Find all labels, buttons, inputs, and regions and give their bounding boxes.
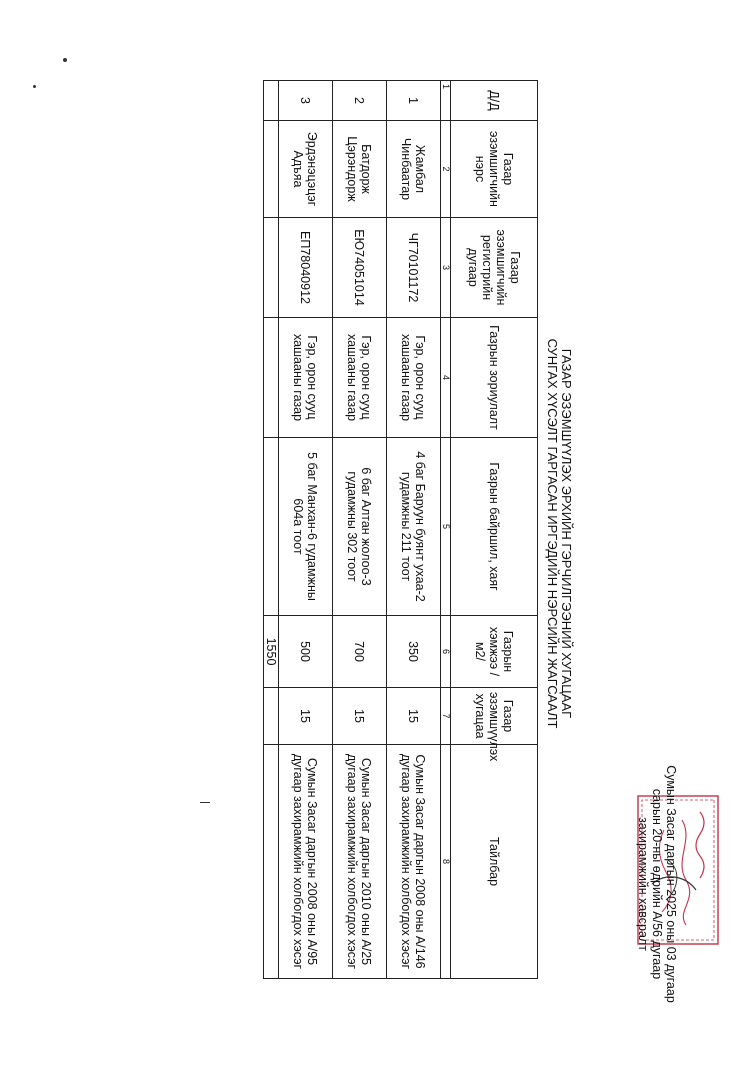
- header-note: Тайлбар: [451, 745, 538, 979]
- column-number: 4: [441, 318, 451, 438]
- table-row: [279, 81, 333, 979]
- column-number: 2: [441, 121, 451, 218]
- cell-note: Сумын Засаг даргын 2008 оны А/95 дугаар захирамжийн холбогдох хэсэг: [279, 745, 333, 979]
- document-title-line-1: ГАЗАР ЭЗЭМШҮҮЛЭХ ЭРХИЙН ГЭРЧИЛГЭЭНИЙ ХУГАЦААГ: [559, 348, 574, 719]
- total-empty: [264, 438, 279, 616]
- cell-note: Сумын Засаг даргын 2008 оны А/146 дугаар захирамжийн холбогдох хэсэг: [387, 745, 441, 979]
- cell-name: Жамбал Чинбаатар: [387, 121, 441, 218]
- cell-no: 2: [333, 81, 387, 121]
- column-number: 3: [441, 218, 451, 318]
- header-purpose: Газрын зориулалт: [451, 318, 538, 438]
- column-number: 8: [441, 745, 451, 979]
- total-row: [264, 81, 279, 979]
- cell-location: 4 баг Баруун буянт ухаа-2 гудамжны 211 тоот: [387, 438, 441, 616]
- header-name: Газар эзэмшигчийн нэрс: [451, 121, 538, 218]
- cell-purpose: Гэр, орон сууц хашааны газар: [387, 318, 441, 438]
- cell-term: 15: [279, 688, 333, 745]
- cell-register: ЧГ70101172: [387, 218, 441, 318]
- column-number: 7: [441, 688, 451, 745]
- column-number: 6: [441, 616, 451, 688]
- header-register: Газар эзэмшигчийн регистрийн дугаар: [451, 218, 538, 318]
- cell-name: Эрдэнэцэцэг Адъяа: [279, 121, 333, 218]
- scan-speck: [63, 58, 67, 62]
- cell-term: 15: [387, 688, 441, 745]
- cell-purpose: Гэр, орон сууц хашааны газар: [333, 318, 387, 438]
- total-empty: [264, 81, 279, 121]
- cell-register: ЕЮ74051014: [333, 218, 387, 318]
- cell-location: 5 баг Манхан-6 гудамжны 604а тоот: [279, 438, 333, 616]
- column-number: 1: [441, 81, 451, 121]
- land-holders-table: [263, 80, 538, 979]
- cell-area: 500: [279, 616, 333, 688]
- column-number: 5: [441, 438, 451, 616]
- total-empty: [264, 688, 279, 745]
- cell-note: Сумын Засаг даргын 2010 оны А/25 дугаар захирамжийн холбогдох хэсэг: [333, 745, 387, 979]
- total-empty: [264, 121, 279, 218]
- header-area: Газрын хэмжээ / м2/: [451, 616, 538, 688]
- header-location: Газрын байршил, хаяг: [451, 438, 538, 616]
- cell-location: 6 баг Алтан жолоо-3 гудамжны 302 тоот: [333, 438, 387, 616]
- total-area: 1550: [264, 616, 279, 688]
- table-row: [333, 81, 387, 979]
- total-empty: [264, 745, 279, 979]
- cell-register: ЕП78040912: [279, 218, 333, 318]
- cell-name: Батдорж Цэрэндорж: [333, 121, 387, 218]
- cell-area: 700: [333, 616, 387, 688]
- table-row: [387, 81, 441, 979]
- pen-mark: [200, 802, 210, 803]
- total-empty: [264, 218, 279, 318]
- approval-line-2: сарын 20-ны өдрийн А/56 дугаар: [650, 788, 664, 980]
- total-empty: [264, 318, 279, 438]
- approval-line-3: захирамжийн хавсралт: [636, 817, 650, 951]
- cell-no: 3: [279, 81, 333, 121]
- document-title-line-2: СУНГАХ ХҮСЭЛТ ГАРГАСАН ИРГЭДИЙН НЭРСИЙН ЖАГСААЛТ: [545, 338, 560, 729]
- cell-area: 350: [387, 616, 441, 688]
- column-number-row: [441, 81, 451, 979]
- header-term: Газар эзэмшүүлэх хугацаа: [451, 688, 538, 745]
- approval-note: [636, 734, 678, 1034]
- cell-term: 15: [333, 688, 387, 745]
- header-no: Д/Д: [451, 81, 538, 121]
- cell-no: 1: [387, 81, 441, 121]
- approval-line-1: Сумын Засаг даргын 2025 оны 03 дугаар: [664, 765, 678, 1003]
- table-header-row: [451, 81, 538, 979]
- scan-speck: [33, 85, 36, 88]
- cell-purpose: Гэр, орон сууц хашааны газар: [279, 318, 333, 438]
